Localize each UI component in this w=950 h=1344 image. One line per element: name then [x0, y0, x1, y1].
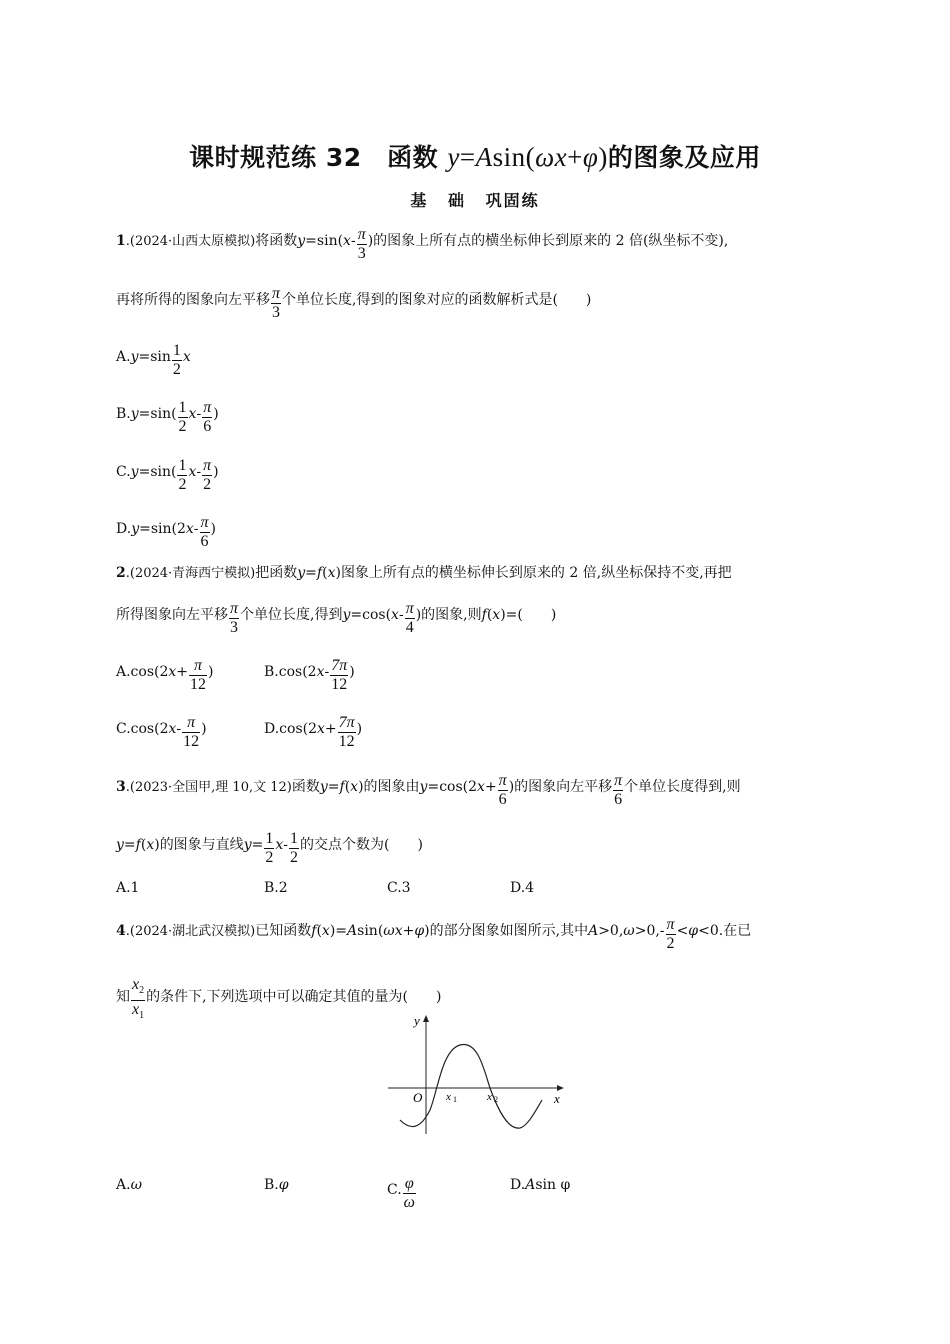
- x2-subscript: 2: [494, 1095, 498, 1104]
- section-heading: 基 础 巩固练: [410, 191, 540, 210]
- x1-label: x: [446, 1091, 451, 1103]
- question-2-line-2: 所得图象向左平移 $\frac{\pi}{3}$ 个单位长度,得到y=cos(x- $\frac{\pi}{4}$ )的图象,则f(x)=( ): [116, 600, 557, 636]
- question-2-line-1: 2.(2024·青海西宁模拟)把函数y=f(x)图象上所有点的横坐标伸长到原来的 2 倍,纵坐标保持不变,再把: [116, 565, 732, 581]
- option-3c: C.3: [387, 880, 411, 896]
- sine-curve: [400, 1044, 542, 1128]
- option-3d: D.4: [510, 880, 535, 896]
- option-4a: A.ω: [116, 1177, 142, 1193]
- question-3-line-1: 3.(2023·全国甲,理 10,文 12)函数y=f(x)的图象由y=cos(2x+ $\frac{\pi}{6}$ )的图象向左平移 $\frac{\pi}{6}$ 个单位长度得到,则: [116, 772, 741, 808]
- option-1c: C.y=sin( $\frac{1}{2}$ x- $\frac{\pi}{2}$ ): [116, 457, 219, 493]
- y-axis-arrow: [423, 1015, 429, 1022]
- page-title: 课时规范练 32 函数 y=Asin(ωx+φ)的图象及应用: [189, 142, 761, 172]
- question-4-line-2: 知 $\frac{x_2}{x_1}$ 的条件下,下列选项中可以确定其值的量为( ): [116, 976, 442, 1022]
- option-3b: B.2: [264, 880, 288, 896]
- question-4-line-1: 4.(2024·湖北武汉模拟)已知函数f(x)=Asin(ωx+φ)的部分图象如图所示,其中A>0,ω>0,- $\frac{\pi}{2}$ <φ<0.在已: [116, 916, 752, 952]
- question-1-line-2: 再将所得的图象向左平移 $\frac{\pi}{3}$ 个单位长度,得到的图象对应的函数解析式是( ): [116, 285, 592, 321]
- option-2a: A.cos(2x+ $\frac{\pi}{12}$ ): [116, 657, 214, 693]
- option-4d: D.Asin φ: [510, 1177, 571, 1193]
- option-2c: C.cos(2x- $\frac{\pi}{12}$ ): [116, 714, 207, 750]
- y-axis-label: y: [414, 1013, 420, 1028]
- option-1b: B.y=sin( $\frac{1}{2}$ x- $\frac{\pi}{6}$ ): [116, 399, 219, 435]
- question-1-line-1: 1.(2024·山西太原模拟)将函数y=sin(x- $\frac{\pi}{3}$ )的图象上所有点的横坐标伸长到原来的 2 倍(纵坐标不变),: [116, 226, 729, 262]
- option-2b: B.cos(2x- $\frac{7\pi}{12}$ ): [264, 657, 355, 693]
- option-2d: D.cos(2x+ $\frac{7\pi}{12}$ ): [264, 714, 363, 750]
- origin-label: O: [413, 1090, 423, 1105]
- x1-subscript: 1: [453, 1095, 457, 1104]
- option-4c: C. $\frac{\varphi}{\omega}$: [387, 1175, 415, 1211]
- x2-label: x: [487, 1091, 492, 1103]
- option-1a: A.y=sin $\frac{1}{2}$ x: [116, 342, 191, 378]
- option-1d: D.y=sin(2x- $\frac{\pi}{6}$ ): [116, 514, 217, 550]
- sine-graph: [380, 1010, 570, 1140]
- x-axis-label: x: [554, 1091, 560, 1106]
- option-4b: B.φ: [264, 1177, 289, 1193]
- question-3-line-2: y=f(x)的图象与直线y= $\frac{1}{2}$ x- $\frac{1}{2}$ 的交点个数为( ): [116, 830, 423, 866]
- option-3a: A.1: [116, 880, 140, 896]
